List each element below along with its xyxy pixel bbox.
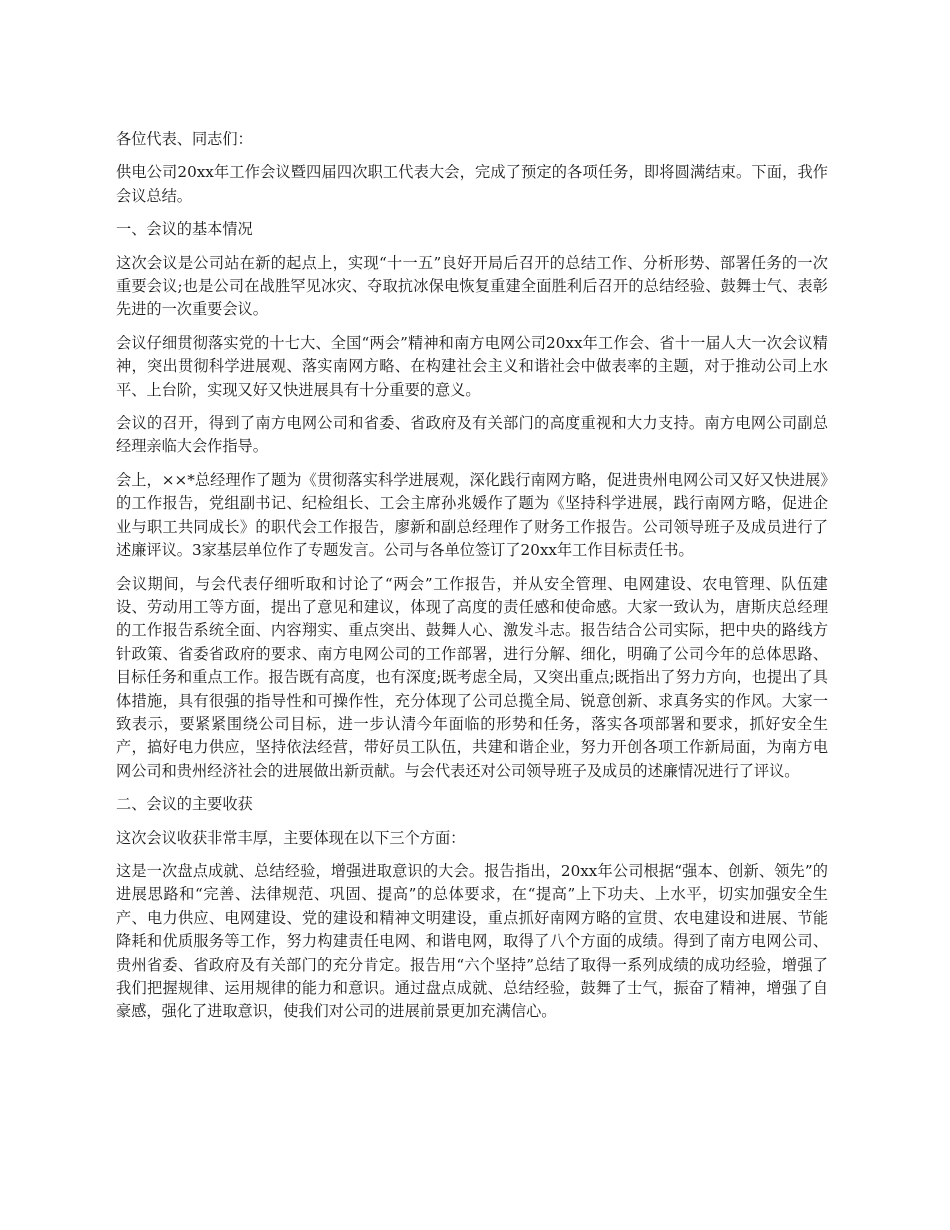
paragraph-1: 这次会议是公司站在新的起点上，实现“十一五”良好开局后召开的总结工作、分析形势、部署任务的一次重要会议;也是公司在战胜罕见冰灾、夺取抗冰保电恢复重建全面胜利后召开的总结经验、鼓舞士气、表彰先进的一次重要会议。 (116, 253, 828, 319)
greeting: 各位代表、同志们： (116, 130, 253, 148)
section-1-title: 一、会议的基本情况 (116, 220, 253, 239)
section-2-title: 二、会议的主要收获 (116, 795, 253, 814)
paragraph-4: 会上，××*总经理作了题为《贯彻落实科学进展观，深化践行南网方略，促进贵州电网公司又好又快进展》的工作报告，党组副书记、纪检组长、工会主席孙兆媛作了题为《坚持科学进展，践行南网方略，促进企业与职工共同成长》的职代会工作报告，廖新和副总经理作了财务工作报告。公司领导班子及成员进行了述廉评议。3家基层单位作了专题发言。公司与各单位签订了20xx年工作目标责任书。 (116, 470, 828, 560)
intro-paragraph: 供电公司20xx年工作会议暨四届四次职工代表大会，完成了预定的各项任务，即将圆满结束。下面，我作会议总结。 (116, 163, 828, 205)
document-page (116, 128, 828, 1034)
paragraph-2: 会议仔细贯彻落实党的十七大、全国“两会”精神和南方电网公司20xx年工作会、省十一届人大一次会议精神，突出贯彻科学进展观、落实南网方略、在构建社会主义和谐社会中做表率的主题，对于推动公司上水平、上台阶，实现又好又快进展具有十分重要的意义。 (116, 333, 828, 399)
paragraph-7: 这是一次盘点成就、总结经验，增强进取意识的大会。报告指出，20xx年公司根据“强本、创新、领先”的进展思路和“完善、法律规范、巩固、提高”的总体要求，在“提高”上下功夫、上水平，切实加强安全生产、电力供应、电网建设、党的建设和精神文明建设，重点抓好南网方略的宣贯、农电建设和进展、节能降耗和优质服务等工作，努力构建责任电网、和谐电网，取得了八个方面的成绩。得到了南方电网公司、贵州省委、省政府及有关部门的充分肯定。报告用“六个坚持”总结了取得一系列成绩的成功经验，增强了我们把握规律、运用规律的能力和意识。通过盘点成就、总结经验，鼓舞了士气，振奋了精神，增强了自豪感，强化了进取意识，使我们对公司的进展前景更加充满信心。 (116, 861, 828, 1021)
paragraph-6: 这次会议收获非常丰厚，主要体现在以下三个方面： (116, 828, 466, 847)
paragraph-5: 会议期间，与会代表仔细听取和讨论了“两会”工作报告，并从安全管理、电网建设、农电管理、队伍建设、劳动用工等方面，提出了意见和建议，体现了高度的责任感和使命感。大家一致认为，唐斯庆总经理的工作报告系统全面、内容翔实、重点突出、鼓舞人心、激发斗志。报告结合公司实际，把中央的路线方针政策、省委省政府的要求、南方电网公司的工作部署，进行分解、细化，明确了公司今年的总体思路、目标任务和重点工作。报告既有高度，也有深度;既考虑全局，又突出重点;既指出了努力方向，也提出了具体措施，具有很强的指导性和可操作性，充分体现了公司总揽全局、锐意创新、求真务实的作风。大家一致表示，要紧紧围绕公司目标，进一步认清今年面临的形势和任务，落实各项部署和要求，抓好安全生产，搞好电力供应，坚持依法经营，带好员工队伍，共建和谐企业，努力开创各项工作新局面，为南方电网公司和贵州经济社会的进展做出新贡献。与会代表还对公司领导班子及成员的述廉情况进行了评议。 (116, 574, 828, 780)
paragraph-3: 会议的召开，得到了南方电网公司和省委、省政府及有关部门的高度重视和大力支持。南方电网公司副总经理亲临大会作指导。 (116, 414, 828, 456)
